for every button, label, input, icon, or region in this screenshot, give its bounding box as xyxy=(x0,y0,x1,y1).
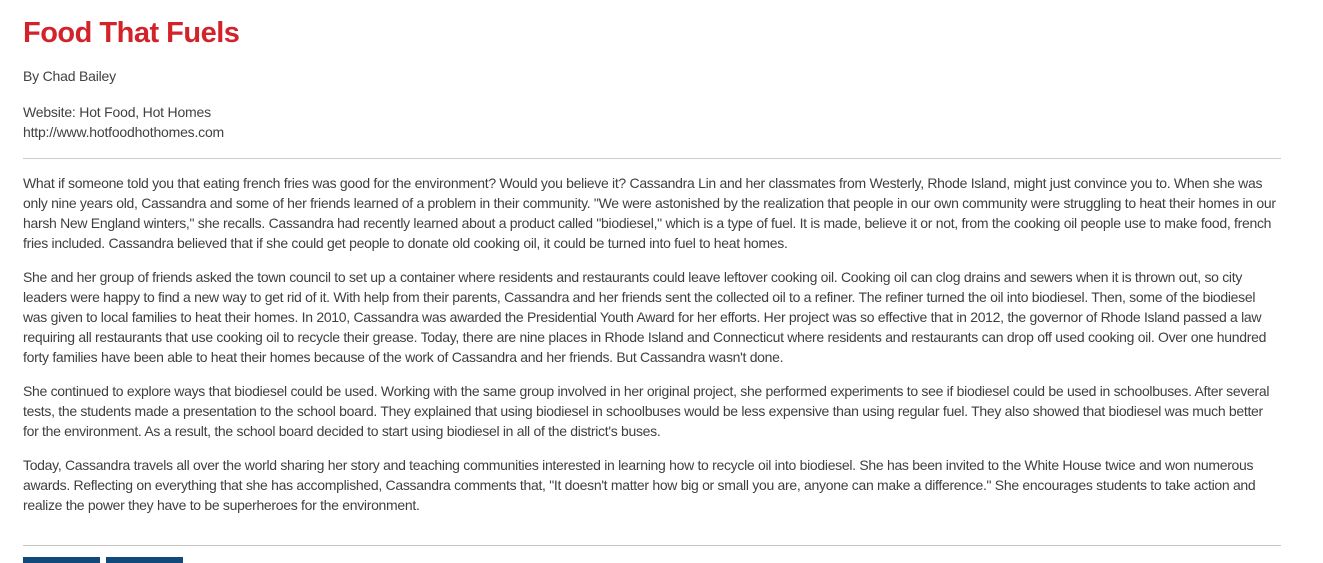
page-footer xyxy=(23,545,1281,563)
footer-button-2[interactable] xyxy=(106,557,183,563)
bottom-divider xyxy=(23,545,1281,546)
page-title: Food That Fuels xyxy=(23,17,240,49)
website-name: Website: Hot Food, Hot Homes xyxy=(23,104,211,120)
website-url: http://www.hotfoodhothomes.com xyxy=(23,124,224,140)
footer-buttons xyxy=(23,557,1281,563)
article-body xyxy=(23,173,1281,515)
top-divider xyxy=(23,158,1281,159)
byline: By Chad Bailey xyxy=(23,68,116,84)
paragraph-2: She and her group of friends asked the town council to set up a container where residents and restaurants could leave leftover cooking oil. Cooking oil can clog drains and sewers when it is thrown out, so city leaders were happy to find a new way to get rid of it. With help from their parents, Cassandra and her friends sent the collected oil to a refiner. The refiner turned the oil into biodiesel. Then, some of the biodiesel was given to local families to heat their homes. In 2010, Cassandra was awarded the Presidential Youth Award for her efforts. Her project was so effective that in 2012, the governor of Rhode Island passed a law requiring all restaurants that use cooking oil to recycle their grease. Today, there are nine places in Rhode Island and Connecticut where residents and restaurants can drop off used cooking oil. Over one hundred forty families have been able to heat their homes because of the work of Cassandra and her friends. But Cassandra wasn't done. xyxy=(23,269,1267,365)
website-info xyxy=(23,102,1281,142)
paragraph-3: She continued to explore ways that biodiesel could be used. Working with the same group involved in her original project, she performed experiments to see if biodiesel could be used in schoolbuses. After several tests, the students made a presentation to the school board. They explained that using biodiesel in schoolbuses would be less expensive than using regular fuel. They also showed that biodiesel was much better for the environment. As a result, the school board decided to start using biodiesel in all of the district's buses. xyxy=(23,383,1270,439)
footer-button-1[interactable] xyxy=(23,557,100,563)
paragraph-4: Today, Cassandra travels all over the world sharing her story and teaching communities interested in learning how to recycle oil into biodiesel. She has been invited to the White House twice and won numerous awards. Reflecting on everything that she has accomplished, Cassandra comments that, "It doesn't matter how big or small you are, anyone can make a difference." She encourages students to take action and realize the power they have to be superheroes for the environment. xyxy=(23,457,1256,513)
paragraph-1: What if someone told you that eating french fries was good for the environment? Would you believe it? Cassandra Lin and her classmates from Westerly, Rhode Island, might just convince you to. When she was only nine years old, Cassandra and some of her friends learned of a problem in their community. "We were astonished by the realization that people in our own community were struggling to heat their homes in our harsh New England winters," she recalls. Cassandra had recently learned about a product called "biodiesel," which is a type of fuel. It is made, believe it or not, from the cooking oil people use to make food, french fries included. Cassandra believed that if she could get people to donate old cooking oil, it could be turned into fuel to heat homes. xyxy=(23,175,1276,251)
